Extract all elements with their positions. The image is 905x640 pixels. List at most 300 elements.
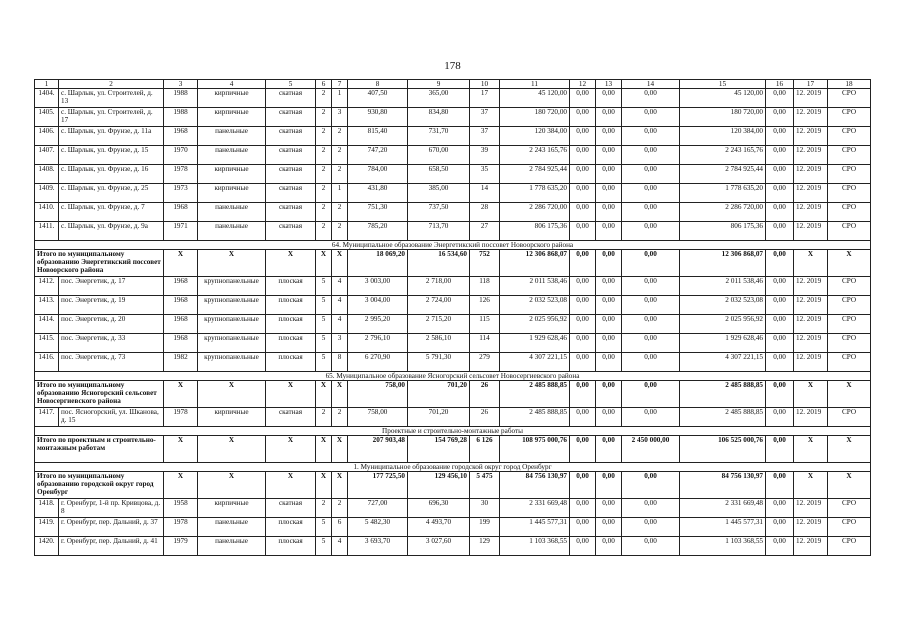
table-cell: 670,00 [408,146,470,165]
table-cell: 834,80 [408,108,470,127]
total-cell: X [164,250,198,277]
table-cell: 1973 [164,184,198,203]
table-cell: 1 103 368,55 [680,537,766,556]
column-header: 12 [570,80,596,89]
table-cell: 0,00 [596,184,622,203]
column-header: 13 [596,80,622,89]
table-cell: 0,00 [570,203,596,222]
table-row [35,108,871,127]
table-cell: 1971 [164,222,198,241]
table-cell: 1419. [35,518,59,537]
table-cell: 0,00 [766,184,794,203]
table-cell: 6 270,90 [348,353,408,372]
total-cell: X [316,381,332,408]
table-cell: 0,00 [766,334,794,353]
table-cell: СРО [828,108,871,127]
total-cell: 6 126 [470,436,500,463]
table-cell: 12. 2019 [794,277,828,296]
table-row [35,165,871,184]
table-row [35,537,871,556]
table-cell: скатная [266,203,316,222]
table-cell: 45 120,00 [680,89,766,108]
table-cell: 0,00 [570,165,596,184]
table-cell: 1968 [164,315,198,334]
table-cell: 2 [332,408,348,427]
total-row [35,436,871,463]
table-cell: с. Шарлык, ул. Фрунзе, д. 25 [59,184,164,203]
total-cell: 0,00 [570,381,596,408]
column-header: 2 [59,80,164,89]
section-heading-row [35,463,871,472]
table-cell: крупнопанельные [198,296,266,315]
total-cell: 0,00 [622,250,680,277]
table-cell: 1 103 368,55 [500,537,570,556]
total-cell: 0,00 [622,472,680,499]
total-cell: X [266,472,316,499]
table-cell: 1420. [35,537,59,556]
table-row [35,184,871,203]
table-cell: 0,00 [596,108,622,127]
table-row [35,408,871,427]
table-cell: 713,70 [408,222,470,241]
table-cell: 0,00 [622,165,680,184]
total-cell: X [828,381,871,408]
table-cell: пос. Энергетик, д. 19 [59,296,164,315]
table-row [35,353,871,372]
table-cell: 0,00 [622,222,680,241]
table-cell: 0,00 [570,277,596,296]
table-cell: 1417. [35,408,59,427]
table-cell: 727,00 [348,499,408,518]
table-cell: 120 384,00 [680,127,766,146]
table-cell: СРО [828,518,871,537]
table-cell: 0,00 [596,277,622,296]
table-cell: 4 [332,315,348,334]
column-header: 9 [408,80,470,89]
table-cell: 2 784 925,44 [500,165,570,184]
table-cell: 0,00 [766,408,794,427]
table-cell: 129 [470,537,500,556]
total-cell: 0,00 [766,436,794,463]
table-cell: панельные [198,146,266,165]
table-cell: 12. 2019 [794,537,828,556]
total-cell: X [266,381,316,408]
total-cell: X [198,381,266,408]
table-cell: 279 [470,353,500,372]
table-cell: 14 [470,184,500,203]
table-cell: крупнопанельные [198,353,266,372]
table-cell: 0,00 [622,146,680,165]
table-cell: 12. 2019 [794,334,828,353]
table-cell: 806 175,36 [500,222,570,241]
table-cell: 3 [332,334,348,353]
table-cell: 0,00 [622,127,680,146]
table-cell: кирпичные [198,165,266,184]
table-cell: плоская [266,277,316,296]
section-heading-row [35,372,871,381]
table-cell: 0,00 [596,408,622,427]
table-cell: 2 032 523,08 [500,296,570,315]
table-cell: 0,00 [622,499,680,518]
table-cell: 0,00 [622,89,680,108]
column-header: 10 [470,80,500,89]
column-header: 6 [316,80,332,89]
table-cell: 0,00 [570,296,596,315]
table-cell: 1968 [164,296,198,315]
total-cell: 0,00 [570,250,596,277]
table-cell: 0,00 [596,89,622,108]
table-cell: 2 724,00 [408,296,470,315]
total-label: Итого по проектным и строительно-монтажным работам [35,436,164,463]
total-cell: X [198,250,266,277]
table-cell: 3 [332,108,348,127]
section-heading: 65. Муниципальное образование Ясногорский сельсовет Новосергиевского района [35,372,871,381]
section-heading-row [35,427,871,436]
table-cell: 0,00 [596,146,622,165]
table-cell: 0,00 [570,408,596,427]
table-cell: 4 307 221,15 [500,353,570,372]
total-cell: 0,00 [766,472,794,499]
total-cell: X [828,250,871,277]
table-cell: 0,00 [570,146,596,165]
table-cell: скатная [266,146,316,165]
total-label: Итого по муниципальному образованию городской округ город Оренбург [35,472,164,499]
table-cell: 2 796,10 [348,334,408,353]
total-cell: X [198,472,266,499]
total-cell: X [828,472,871,499]
table-cell: плоская [266,353,316,372]
table-cell: 1968 [164,127,198,146]
table-cell: скатная [266,408,316,427]
table-cell: г. Оренбург, пер. Дальний, д. 41 [59,537,164,556]
table-cell: СРО [828,89,871,108]
table-cell: 35 [470,165,500,184]
total-cell: 0,00 [766,250,794,277]
table-cell: СРО [828,537,871,556]
total-label: Итого по муниципальному образованию Ясногорский сельсовет Новосергиевского района [35,381,164,408]
table-cell: 1408. [35,165,59,184]
table-cell: 2 [332,146,348,165]
table-cell: пос. Энергетик, д. 20 [59,315,164,334]
column-header: 17 [794,80,828,89]
table-cell: 4 493,70 [408,518,470,537]
table-cell: скатная [266,89,316,108]
total-cell: 18 069,20 [348,250,408,277]
table-cell: 118 [470,277,500,296]
table-cell: 12. 2019 [794,165,828,184]
table-cell: 1978 [164,408,198,427]
table-cell: СРО [828,146,871,165]
table-cell: 5 [316,353,332,372]
table-cell: 12. 2019 [794,315,828,334]
table-cell: 0,00 [596,353,622,372]
table-cell: 2 586,10 [408,334,470,353]
table-cell: 1968 [164,203,198,222]
table-cell: с. Шарлык, ул. Фрунзе, д. 15 [59,146,164,165]
table-cell: 0,00 [596,127,622,146]
column-header: 11 [500,80,570,89]
table-cell: с. Шарлык, ул. Фрунзе, д. 16 [59,165,164,184]
table-cell: 30 [470,499,500,518]
table-cell: 17 [470,89,500,108]
total-cell: X [828,436,871,463]
total-cell: 0,00 [596,250,622,277]
total-row [35,250,871,277]
total-cell: X [316,436,332,463]
table-cell: 8 [332,353,348,372]
table-cell: 737,50 [408,203,470,222]
table-cell: 1416. [35,353,59,372]
table-cell: СРО [828,315,871,334]
table-cell: 385,00 [408,184,470,203]
total-row [35,472,871,499]
table-cell: 1979 [164,537,198,556]
total-cell: 5 475 [470,472,500,499]
total-cell: X [164,436,198,463]
table-cell: скатная [266,499,316,518]
table-cell: 5 [316,334,332,353]
section-heading: Проектные и строительно-монтажные работы [35,427,871,436]
table-cell: 12. 2019 [794,222,828,241]
table-cell: с. Шарлык, ул. Строителей, д. 17 [59,108,164,127]
table-cell: 28 [470,203,500,222]
table-cell: 930,80 [348,108,408,127]
total-cell: 701,20 [408,381,470,408]
table-cell: 1 [332,184,348,203]
table-cell: 2 286 720,00 [680,203,766,222]
table-cell: 5 [316,315,332,334]
table-cell: 1968 [164,277,198,296]
table-cell: кирпичные [198,184,266,203]
total-row [35,381,871,408]
table-cell: 4 [332,277,348,296]
table-cell: пос. Энергетик, д. 73 [59,353,164,372]
total-cell: X [794,436,828,463]
table-cell: 747,20 [348,146,408,165]
table-cell: г. Оренбург, пер. Дальний, д. 37 [59,518,164,537]
table-cell: 2 025 956,92 [680,315,766,334]
table-cell: СРО [828,203,871,222]
table-cell: 4 307 221,15 [680,353,766,372]
total-cell: X [164,472,198,499]
table-cell: 1 778 635,20 [680,184,766,203]
table-cell: 2 [316,127,332,146]
total-cell: X [316,472,332,499]
table-cell: 0,00 [570,108,596,127]
table-cell: скатная [266,127,316,146]
table-cell: 0,00 [596,203,622,222]
table-cell: 5 [316,518,332,537]
table-cell: скатная [266,184,316,203]
housing-repair-table [34,79,871,556]
total-cell: 207 903,48 [348,436,408,463]
table-row [35,127,871,146]
table-cell: СРО [828,296,871,315]
table-cell: 12. 2019 [794,518,828,537]
table-cell: 26 [470,408,500,427]
total-cell: 177 725,50 [348,472,408,499]
table-cell: 1968 [164,334,198,353]
column-header: 1 [35,80,59,89]
table-cell: 2 [332,127,348,146]
table-cell: 2 [316,165,332,184]
table-cell: 785,20 [348,222,408,241]
column-header: 14 [622,80,680,89]
table-cell: 1988 [164,108,198,127]
table-cell: 0,00 [570,334,596,353]
table-cell: 1970 [164,146,198,165]
table-cell: 12. 2019 [794,146,828,165]
table-cell: 2 [316,499,332,518]
table-cell: 0,00 [570,315,596,334]
table-cell: с. Шарлык, ул. Фрунзе, д. 9а [59,222,164,241]
table-cell: 5 791,30 [408,353,470,372]
total-cell: 0,00 [570,436,596,463]
column-header: 3 [164,80,198,89]
total-cell: X [164,381,198,408]
table-cell: СРО [828,277,871,296]
table-cell: 0,00 [766,537,794,556]
table-cell: 2 [332,165,348,184]
table-row [35,334,871,353]
total-cell: X [332,472,348,499]
table-cell: 431,80 [348,184,408,203]
table-cell: 12. 2019 [794,184,828,203]
table-cell: 0,00 [570,127,596,146]
table-cell: СРО [828,127,871,146]
total-cell: 129 456,10 [408,472,470,499]
table-cell: 0,00 [570,89,596,108]
table-cell: 180 720,00 [500,108,570,127]
table-row [35,222,871,241]
total-cell: 12 306 868,07 [500,250,570,277]
table-cell: 45 120,00 [500,89,570,108]
table-cell: 12. 2019 [794,408,828,427]
table-cell: 0,00 [570,222,596,241]
table-row [35,277,871,296]
table-cell: СРО [828,499,871,518]
table-cell: 0,00 [596,334,622,353]
table-cell: 1405. [35,108,59,127]
table-cell: 1 929 628,46 [500,334,570,353]
table-cell: 2 [316,89,332,108]
total-cell: X [266,250,316,277]
table-cell: 1988 [164,89,198,108]
total-cell: X [794,250,828,277]
table-cell: 1978 [164,518,198,537]
table-cell: кирпичные [198,108,266,127]
table-cell: 1409. [35,184,59,203]
table-body [35,80,871,556]
table-cell: 4 [332,296,348,315]
table-cell: 0,00 [622,353,680,372]
table-cell: 0,00 [570,499,596,518]
total-cell: 758,00 [348,381,408,408]
table-cell: 1978 [164,165,198,184]
table-cell: 0,00 [622,315,680,334]
table-cell: 5 [316,296,332,315]
table-cell: 1413. [35,296,59,315]
total-cell: X [332,381,348,408]
table-cell: кирпичные [198,89,266,108]
table-cell: 120 384,00 [500,127,570,146]
table-cell: 696,30 [408,499,470,518]
table-cell: 731,70 [408,127,470,146]
table-row [35,315,871,334]
table-cell: 5 482,30 [348,518,408,537]
table-cell: панельные [198,203,266,222]
table-cell: с. Шарлык, ул. Строителей, д. 13 [59,89,164,108]
table-cell: 1982 [164,353,198,372]
total-label: Итого по муниципальному образованию Энергетикский поссовет Новоорского района [35,250,164,277]
table-row [35,203,871,222]
table-cell: СРО [828,222,871,241]
table-cell: скатная [266,165,316,184]
table-cell: 784,00 [348,165,408,184]
table-cell: 815,40 [348,127,408,146]
header-row [35,80,871,89]
table-cell: 0,00 [766,127,794,146]
table-cell: 0,00 [766,89,794,108]
table-cell: 2 [316,184,332,203]
table-cell: 2 331 669,48 [680,499,766,518]
table-cell: 2 [316,203,332,222]
table-cell: 2 718,00 [408,277,470,296]
total-cell: X [266,436,316,463]
table-cell: 701,20 [408,408,470,427]
table-cell: 1411. [35,222,59,241]
table-cell: 2 [316,222,332,241]
table-cell: 5 [316,277,332,296]
table-cell: панельные [198,222,266,241]
table-cell: 0,00 [766,146,794,165]
total-cell: 2 485 888,85 [500,381,570,408]
table-cell: СРО [828,334,871,353]
table-cell: 2 331 669,48 [500,499,570,518]
total-cell: 2 450 000,00 [622,436,680,463]
table-cell: плоская [266,518,316,537]
table-cell: скатная [266,222,316,241]
total-cell: X [332,436,348,463]
table-cell: 126 [470,296,500,315]
table-cell: кирпичные [198,408,266,427]
total-cell: 0,00 [596,436,622,463]
table-cell: 1415. [35,334,59,353]
table-cell: 2 011 538,46 [680,277,766,296]
table-cell: 1412. [35,277,59,296]
table-cell: панельные [198,518,266,537]
table-row [35,296,871,315]
table-cell: 6 [332,518,348,537]
table-cell: 1418. [35,499,59,518]
table-cell: 115 [470,315,500,334]
table-cell: 2 [332,499,348,518]
table-cell: 0,00 [766,108,794,127]
table-cell: 1410. [35,203,59,222]
table-cell: 27 [470,222,500,241]
table-cell: 0,00 [596,315,622,334]
table-cell: 2 485 888,85 [500,408,570,427]
table-cell: 37 [470,127,500,146]
table-cell: 2 011 538,46 [500,277,570,296]
table-cell: 407,50 [348,89,408,108]
total-cell: 12 306 868,07 [680,250,766,277]
table-cell: 2 995,20 [348,315,408,334]
column-header: 5 [266,80,316,89]
table-cell: 0,00 [596,518,622,537]
total-cell: 108 975 000,76 [500,436,570,463]
total-cell: 84 756 130,97 [680,472,766,499]
